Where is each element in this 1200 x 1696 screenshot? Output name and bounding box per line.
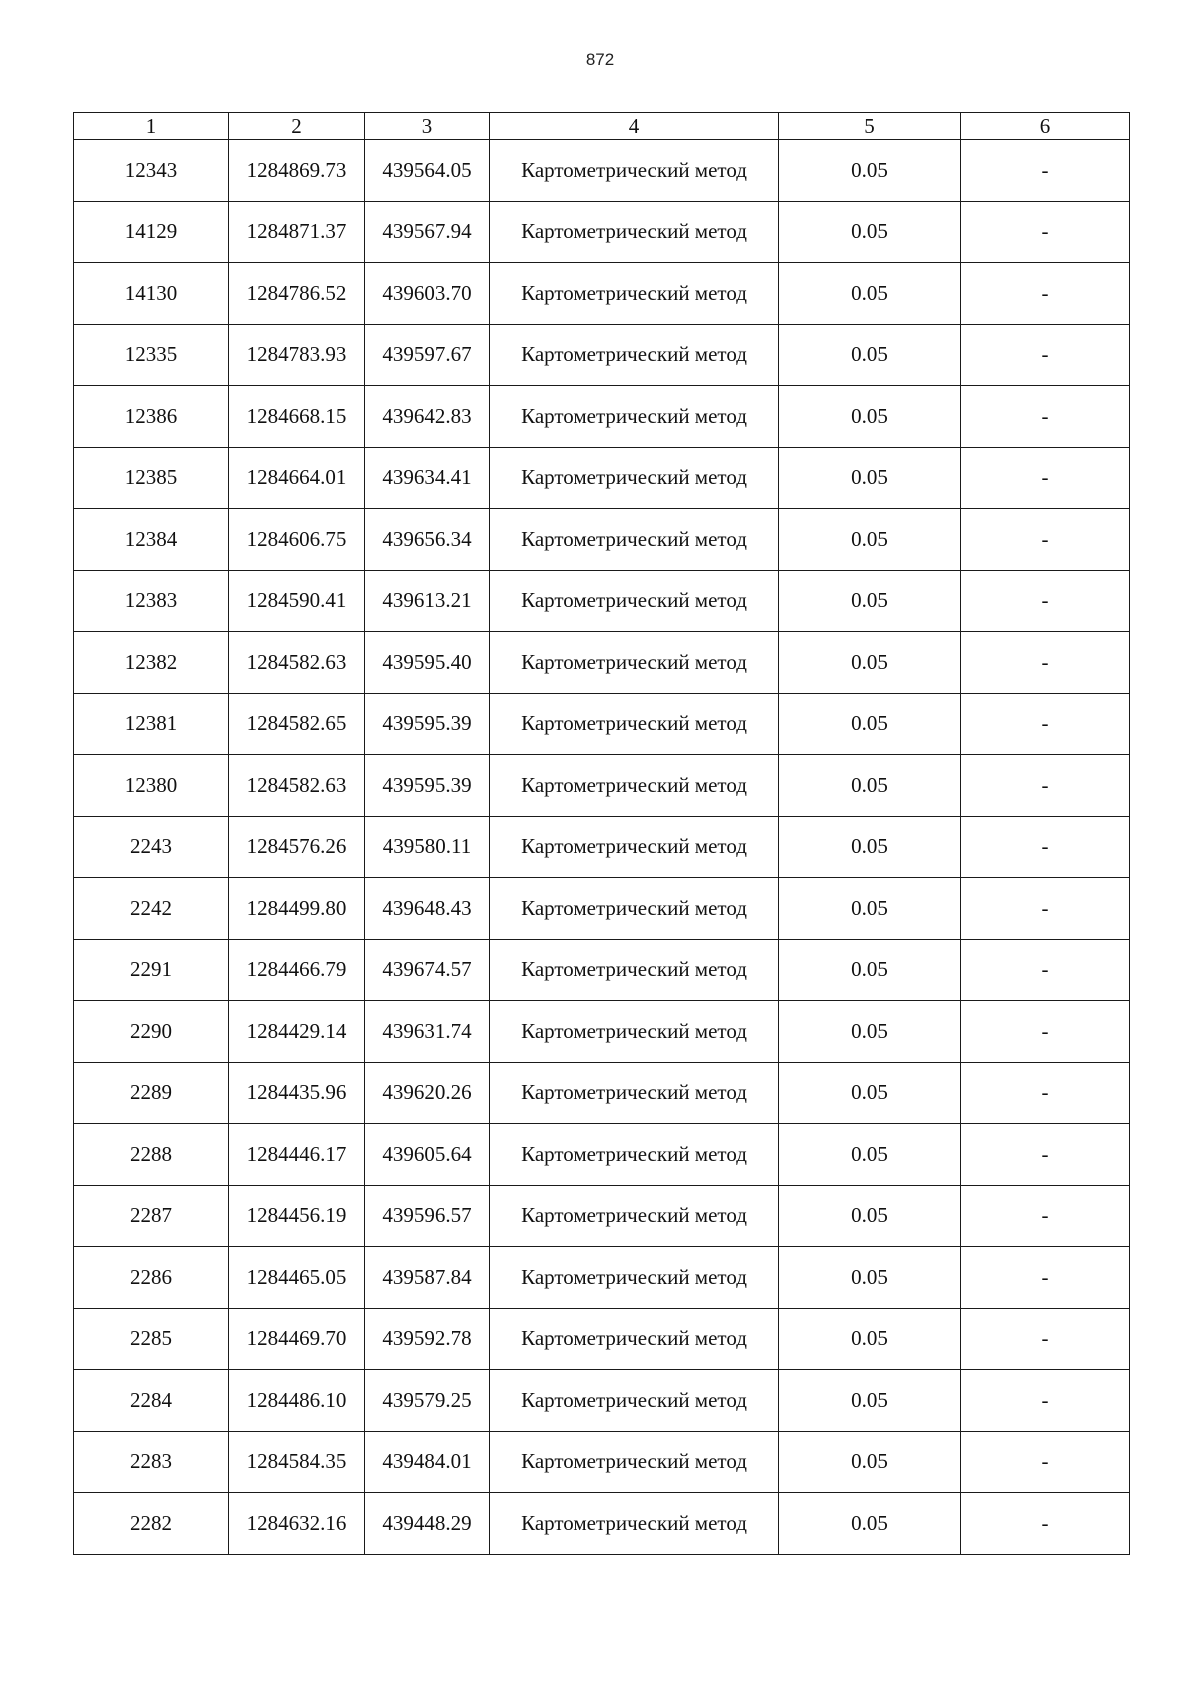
method-cell: Картометрический метод [490, 1124, 779, 1186]
y-coordinate-cell: 439642.83 [365, 386, 490, 448]
accuracy-cell: 0.05 [779, 632, 961, 694]
method-cell: Картометрический метод [490, 1493, 779, 1555]
y-coordinate-cell: 439579.25 [365, 1370, 490, 1432]
point-number-cell: 2242 [74, 878, 229, 940]
note-cell: - [961, 1308, 1130, 1370]
note-cell: - [961, 1062, 1130, 1124]
table-row [74, 816, 1130, 878]
point-number-cell: 2285 [74, 1308, 229, 1370]
point-number-cell: 12382 [74, 632, 229, 694]
point-number-cell: 2282 [74, 1493, 229, 1555]
x-coordinate-cell: 1284435.96 [229, 1062, 365, 1124]
column-header: 1 [74, 113, 229, 140]
table-row [74, 1493, 1130, 1555]
note-cell: - [961, 201, 1130, 263]
point-number-cell: 12343 [74, 140, 229, 202]
accuracy-cell: 0.05 [779, 324, 961, 386]
method-cell: Картометрический метод [490, 1185, 779, 1247]
x-coordinate-cell: 1284456.19 [229, 1185, 365, 1247]
method-cell: Картометрический метод [490, 939, 779, 1001]
x-coordinate-cell: 1284584.35 [229, 1431, 365, 1493]
y-coordinate-cell: 439592.78 [365, 1308, 490, 1370]
x-coordinate-cell: 1284499.80 [229, 878, 365, 940]
x-coordinate-cell: 1284466.79 [229, 939, 365, 1001]
accuracy-cell: 0.05 [779, 1247, 961, 1309]
x-coordinate-cell: 1284469.70 [229, 1308, 365, 1370]
table-header [74, 113, 1130, 140]
note-cell: - [961, 324, 1130, 386]
note-cell: - [961, 570, 1130, 632]
column-header: 3 [365, 113, 490, 140]
note-cell: - [961, 816, 1130, 878]
point-number-cell: 12383 [74, 570, 229, 632]
y-coordinate-cell: 439580.11 [365, 816, 490, 878]
method-cell: Картометрический метод [490, 1431, 779, 1493]
method-cell: Картометрический метод [490, 263, 779, 325]
method-cell: Картометрический метод [490, 570, 779, 632]
x-coordinate-cell: 1284606.75 [229, 509, 365, 571]
accuracy-cell: 0.05 [779, 509, 961, 571]
point-number-cell: 2290 [74, 1001, 229, 1063]
x-coordinate-cell: 1284590.41 [229, 570, 365, 632]
table-row [74, 1370, 1130, 1432]
table-row [74, 1247, 1130, 1309]
method-cell: Картометрический метод [490, 140, 779, 202]
y-coordinate-cell: 439648.43 [365, 878, 490, 940]
note-cell: - [961, 1001, 1130, 1063]
x-coordinate-cell: 1284446.17 [229, 1124, 365, 1186]
method-cell: Картометрический метод [490, 693, 779, 755]
table-row [74, 1308, 1130, 1370]
table-row [74, 324, 1130, 386]
accuracy-cell: 0.05 [779, 816, 961, 878]
x-coordinate-cell: 1284786.52 [229, 263, 365, 325]
method-cell: Картометрический метод [490, 386, 779, 448]
table-row [74, 509, 1130, 571]
x-coordinate-cell: 1284486.10 [229, 1370, 365, 1432]
method-cell: Картометрический метод [490, 324, 779, 386]
point-number-cell: 12385 [74, 447, 229, 509]
x-coordinate-cell: 1284582.63 [229, 632, 365, 694]
column-header: 2 [229, 113, 365, 140]
method-cell: Картометрический метод [490, 816, 779, 878]
accuracy-cell: 0.05 [779, 755, 961, 817]
table-row [74, 878, 1130, 940]
y-coordinate-cell: 439634.41 [365, 447, 490, 509]
x-coordinate-cell: 1284582.65 [229, 693, 365, 755]
point-number-cell: 2286 [74, 1247, 229, 1309]
note-cell: - [961, 140, 1130, 202]
method-cell: Картометрический метод [490, 1370, 779, 1432]
point-number-cell: 2284 [74, 1370, 229, 1432]
accuracy-cell: 0.05 [779, 1493, 961, 1555]
table-row [74, 939, 1130, 1001]
table-row [74, 386, 1130, 448]
point-number-cell: 12386 [74, 386, 229, 448]
point-number-cell: 14130 [74, 263, 229, 325]
y-coordinate-cell: 439613.21 [365, 570, 490, 632]
note-cell: - [961, 386, 1130, 448]
note-cell: - [961, 1185, 1130, 1247]
x-coordinate-cell: 1284664.01 [229, 447, 365, 509]
point-number-cell: 12381 [74, 693, 229, 755]
x-coordinate-cell: 1284783.93 [229, 324, 365, 386]
table-row [74, 1124, 1130, 1186]
column-header: 4 [490, 113, 779, 140]
point-number-cell: 2283 [74, 1431, 229, 1493]
accuracy-cell: 0.05 [779, 263, 961, 325]
table-row [74, 447, 1130, 509]
accuracy-cell: 0.05 [779, 1431, 961, 1493]
accuracy-cell: 0.05 [779, 1124, 961, 1186]
y-coordinate-cell: 439605.64 [365, 1124, 490, 1186]
accuracy-cell: 0.05 [779, 1308, 961, 1370]
y-coordinate-cell: 439620.26 [365, 1062, 490, 1124]
point-number-cell: 12380 [74, 755, 229, 817]
table-row [74, 632, 1130, 694]
x-coordinate-cell: 1284869.73 [229, 140, 365, 202]
note-cell: - [961, 447, 1130, 509]
accuracy-cell: 0.05 [779, 1185, 961, 1247]
method-cell: Картометрический метод [490, 1308, 779, 1370]
y-coordinate-cell: 439595.39 [365, 693, 490, 755]
point-number-cell: 12335 [74, 324, 229, 386]
point-number-cell: 2287 [74, 1185, 229, 1247]
y-coordinate-cell: 439595.39 [365, 755, 490, 817]
point-number-cell: 14129 [74, 201, 229, 263]
x-coordinate-cell: 1284429.14 [229, 1001, 365, 1063]
x-coordinate-cell: 1284582.63 [229, 755, 365, 817]
y-coordinate-cell: 439603.70 [365, 263, 490, 325]
method-cell: Картометрический метод [490, 1247, 779, 1309]
table-row [74, 755, 1130, 817]
point-number-cell: 2243 [74, 816, 229, 878]
x-coordinate-cell: 1284668.15 [229, 386, 365, 448]
method-cell: Картометрический метод [490, 1062, 779, 1124]
y-coordinate-cell: 439564.05 [365, 140, 490, 202]
y-coordinate-cell: 439595.40 [365, 632, 490, 694]
method-cell: Картометрический метод [490, 632, 779, 694]
note-cell: - [961, 939, 1130, 1001]
note-cell: - [961, 1370, 1130, 1432]
method-cell: Картометрический метод [490, 447, 779, 509]
note-cell: - [961, 693, 1130, 755]
x-coordinate-cell: 1284576.26 [229, 816, 365, 878]
table-row [74, 570, 1130, 632]
y-coordinate-cell: 439448.29 [365, 1493, 490, 1555]
accuracy-cell: 0.05 [779, 201, 961, 263]
point-number-cell: 2288 [74, 1124, 229, 1186]
header-row [74, 113, 1130, 140]
y-coordinate-cell: 439587.84 [365, 1247, 490, 1309]
note-cell: - [961, 1247, 1130, 1309]
accuracy-cell: 0.05 [779, 1062, 961, 1124]
y-coordinate-cell: 439484.01 [365, 1431, 490, 1493]
point-number-cell: 12384 [74, 509, 229, 571]
y-coordinate-cell: 439597.67 [365, 324, 490, 386]
coordinates-table [73, 112, 1130, 1555]
note-cell: - [961, 755, 1130, 817]
x-coordinate-cell: 1284871.37 [229, 201, 365, 263]
note-cell: - [961, 1124, 1130, 1186]
method-cell: Картометрический метод [490, 1001, 779, 1063]
method-cell: Картометрический метод [490, 878, 779, 940]
x-coordinate-cell: 1284465.05 [229, 1247, 365, 1309]
accuracy-cell: 0.05 [779, 1001, 961, 1063]
accuracy-cell: 0.05 [779, 140, 961, 202]
y-coordinate-cell: 439631.74 [365, 1001, 490, 1063]
table-row [74, 693, 1130, 755]
accuracy-cell: 0.05 [779, 386, 961, 448]
note-cell: - [961, 878, 1130, 940]
point-number-cell: 2289 [74, 1062, 229, 1124]
method-cell: Картометрический метод [490, 755, 779, 817]
accuracy-cell: 0.05 [779, 878, 961, 940]
note-cell: - [961, 509, 1130, 571]
column-header: 5 [779, 113, 961, 140]
accuracy-cell: 0.05 [779, 939, 961, 1001]
note-cell: - [961, 1493, 1130, 1555]
note-cell: - [961, 263, 1130, 325]
y-coordinate-cell: 439567.94 [365, 201, 490, 263]
column-header: 6 [961, 113, 1130, 140]
y-coordinate-cell: 439656.34 [365, 509, 490, 571]
note-cell: - [961, 1431, 1130, 1493]
accuracy-cell: 0.05 [779, 570, 961, 632]
note-cell: - [961, 632, 1130, 694]
table-row [74, 1062, 1130, 1124]
table-row [74, 140, 1130, 202]
table-row [74, 1431, 1130, 1493]
accuracy-cell: 0.05 [779, 447, 961, 509]
y-coordinate-cell: 439674.57 [365, 939, 490, 1001]
x-coordinate-cell: 1284632.16 [229, 1493, 365, 1555]
table-row [74, 201, 1130, 263]
method-cell: Картометрический метод [490, 509, 779, 571]
table-row [74, 1001, 1130, 1063]
table-row [74, 263, 1130, 325]
method-cell: Картометрический метод [490, 201, 779, 263]
page-number: 872 [585, 50, 615, 69]
accuracy-cell: 0.05 [779, 693, 961, 755]
table-row [74, 1185, 1130, 1247]
table-body [74, 140, 1130, 1555]
y-coordinate-cell: 439596.57 [365, 1185, 490, 1247]
point-number-cell: 2291 [74, 939, 229, 1001]
accuracy-cell: 0.05 [779, 1370, 961, 1432]
